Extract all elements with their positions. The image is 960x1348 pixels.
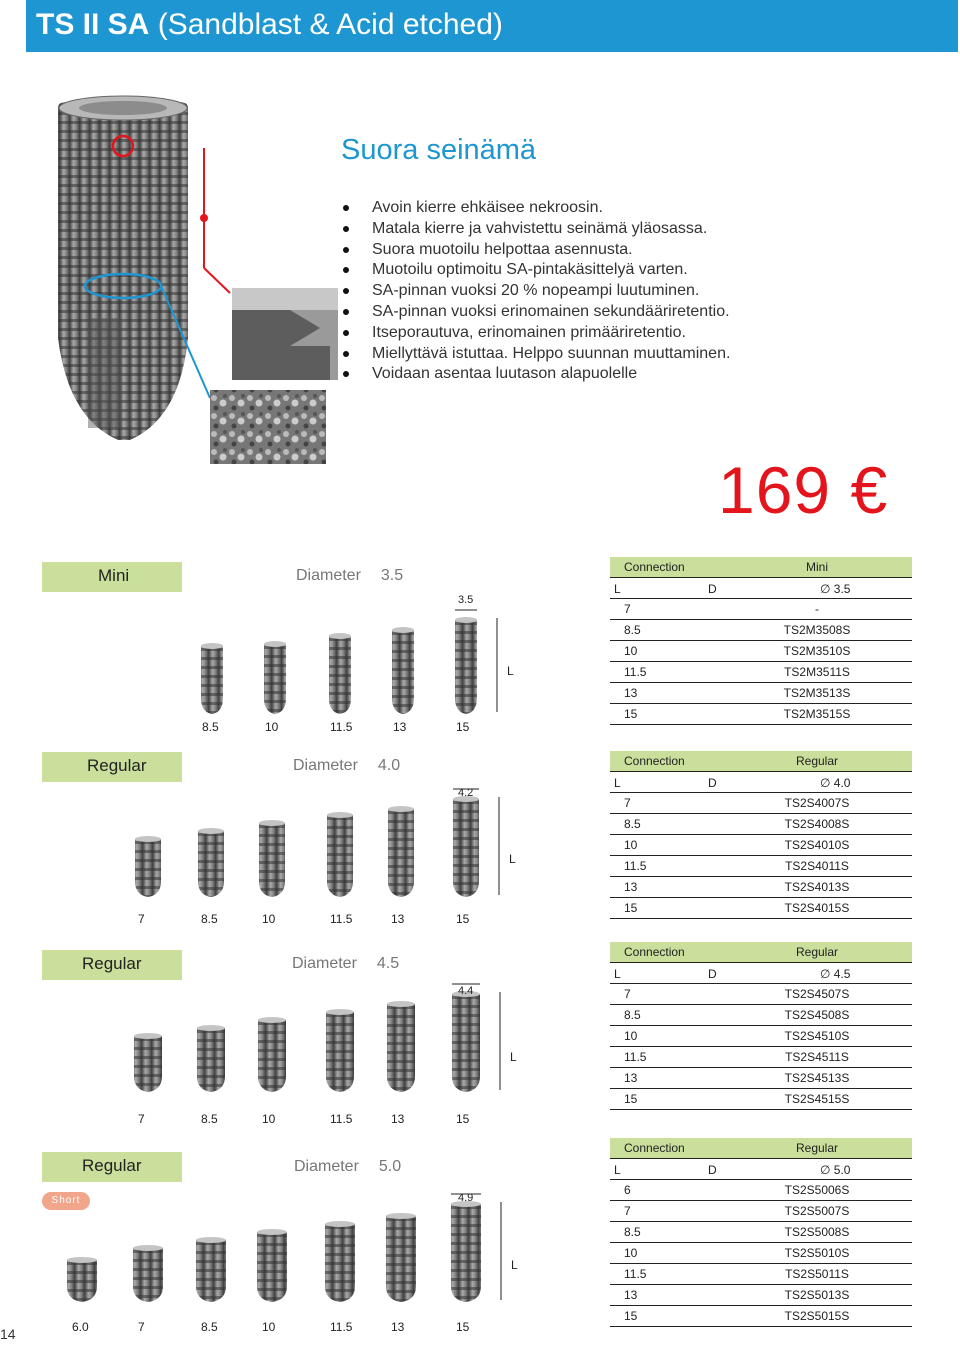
feature-item: Miellyttävä istuttaa. Helppo suunnan muuttaminen. [340,344,730,365]
length-label: 10 [262,1112,276,1126]
implant-image [133,835,163,899]
length-cell: 11.5 [610,1047,722,1068]
block-label-bar [42,752,182,782]
table-subheader [610,1159,912,1180]
product-code-cell: TS2S5006S [722,1180,912,1201]
product-code-cell: TS2S4508S [722,1005,912,1026]
implant-image [385,1000,417,1094]
length-cell: 11.5 [610,662,722,683]
block-label: Regular [87,756,147,775]
diameter-label [294,1158,401,1176]
length-label: 13 [393,720,407,734]
header-connection: Connection [610,942,722,963]
length-label: 10 [262,1320,276,1334]
table-row [610,898,912,919]
diameter-cell: ∅ 4.5 [820,967,851,981]
feature-item: Voidaan asentaa luutason alapuolelle [340,364,730,385]
diameter-label [296,567,403,585]
width-label: 4.9 [458,1192,474,1204]
length-cell: 15 [610,704,722,725]
table-subheader [610,578,912,599]
length-cell: 11.5 [610,1264,722,1285]
diameter-value: 5.0 [378,1158,402,1175]
diameter-value: 3.5 [380,567,404,584]
length-label: 15 [456,1112,470,1126]
length-cell: 13 [610,1285,722,1306]
product-code-cell: TS2S4510S [722,1026,912,1047]
implant-image [256,1016,288,1094]
implant-image [131,1244,165,1304]
length-label: 10 [265,720,279,734]
product-code-cell: TS2S4507S [722,984,912,1005]
table-row [610,1201,912,1222]
length-cell: 11.5 [610,856,722,877]
header-type: Regular [722,1138,912,1159]
length-label: 7 [138,912,145,926]
product-code-cell: TS2M3513S [722,683,912,704]
length-axis-label: L [511,1258,518,1272]
implant-image [255,1228,289,1304]
length-cell: 8.5 [610,1005,722,1026]
length-label: 13 [391,1320,405,1334]
feature-item: Muotoilu optimoitu SA-pintakäsittelyä varten. [340,260,730,281]
feature-item: Matala kierre ja vahvistettu seinämä yläosassa. [340,219,730,240]
length-cell: 10 [610,835,722,856]
header-type: Regular [722,942,912,963]
diameter-cell: ∅ 4.0 [820,776,851,790]
diameter-text: Diameter [296,567,361,584]
header-connection: Connection [610,751,722,772]
diameter-text: Diameter [292,955,357,972]
product-code-cell: TS2S4511S [722,1047,912,1068]
block-label: Regular [82,1156,142,1175]
l-label: L [614,776,621,790]
l-label: L [614,967,621,981]
length-axis-label: L [507,664,514,678]
product-code-cell: TS2S4008S [722,814,912,835]
ld-row [610,578,912,598]
ld-cell [610,578,912,599]
length-cell: 13 [610,1068,722,1089]
length-cell: 10 [610,641,722,662]
length-cell: 10 [610,1026,722,1047]
product-code-cell: TS2S5011S [722,1264,912,1285]
table-row [610,1005,912,1026]
product-code-cell: TS2M3515S [722,704,912,725]
price: 169 € [718,453,889,527]
d-label: D [708,582,717,596]
ld-row [610,772,912,792]
diameter-label [293,757,400,775]
product-code-cell: TS2S4011S [722,856,912,877]
l-label: L [614,1163,621,1177]
product-code-cell: TS2S4010S [722,835,912,856]
length-axis-label: L [509,852,516,866]
length-cell: 15 [610,1089,722,1110]
table-row [610,793,912,814]
thread-section-inset [232,288,338,380]
length-label: 6.0 [72,1320,89,1334]
width-label: 4.4 [458,985,474,997]
product-code-cell: TS2S4015S [722,898,912,919]
table-row [610,704,912,725]
header-connection: Connection [610,557,722,578]
length-label: 10 [262,912,276,926]
feature-item: SA-pinnan vuoksi erinomainen sekundääriretentio. [340,302,730,323]
implant-image [325,811,355,899]
diameter-value: 4.0 [377,757,401,774]
product-code-cell: TS2S4513S [722,1068,912,1089]
dimension-lines [453,604,513,740]
length-cell: 7 [610,599,722,620]
model-subtitle: (Sandblast & Acid etched) [157,8,503,41]
product-code-cell: TS2S5013S [722,1285,912,1306]
table-row [610,1264,912,1285]
sa-surface-inset [210,390,326,464]
table-row [610,1285,912,1306]
length-label: 11.5 [330,912,353,926]
diameter-cell: ∅ 3.5 [820,582,851,596]
table-row [610,620,912,641]
implant-image [262,640,288,716]
length-label: 13 [391,1112,405,1126]
spec-table [610,751,912,919]
spec-table [610,1138,912,1327]
ld-row [610,1159,912,1179]
table-row [610,599,912,620]
diameter-text: Diameter [294,1158,359,1175]
page-title [36,8,503,42]
table-row [610,1026,912,1047]
block-label: Regular [82,954,142,973]
product-code-cell: TS2S5008S [722,1222,912,1243]
table-row [610,1243,912,1264]
feature-item: SA-pinnan vuoksi 20 % nopeampi luutuminen. [340,281,730,302]
length-axis-label: L [510,1050,517,1064]
table-row [610,856,912,877]
product-code-cell: TS2S4007S [722,793,912,814]
implant-image [194,1236,228,1304]
product-code-cell: TS2M3508S [722,620,912,641]
ld-cell [610,1159,912,1180]
length-label: 8.5 [201,1112,218,1126]
length-label: 7 [138,1320,145,1334]
length-label: 8.5 [202,720,219,734]
section-title: Suora seinämä [341,134,537,166]
short-badge: Short [42,1192,90,1210]
page-number: 14 [0,1326,16,1342]
ld-cell [610,963,912,984]
implant-image [196,827,226,899]
implant-image [386,805,416,899]
product-code-cell: - [722,599,912,620]
length-cell: 13 [610,683,722,704]
implant-image [390,626,416,716]
length-cell: 8.5 [610,1222,722,1243]
length-label: 8.5 [201,1320,218,1334]
length-label: 11.5 [330,1112,353,1126]
dimension-lines [451,783,511,923]
length-label: 11.5 [330,1320,353,1334]
table-row [610,683,912,704]
length-label: 15 [456,912,470,926]
length-label: 15 [456,720,470,734]
table-row [610,662,912,683]
length-label: 11.5 [330,720,353,734]
diameter-value: 4.5 [376,955,400,972]
l-label: L [614,582,621,596]
table-row [610,835,912,856]
product-code-cell: TS2S5010S [722,1243,912,1264]
length-label: 15 [456,1320,470,1334]
d-label: D [708,776,717,790]
implant-image [132,1032,164,1094]
product-code-cell: TS2M3510S [722,641,912,662]
length-cell: 8.5 [610,620,722,641]
spec-table [610,557,912,725]
length-cell: 6 [610,1180,722,1201]
table-header [610,751,912,772]
length-cell: 7 [610,1201,722,1222]
model-name: TS II SA [36,8,150,41]
table-row [610,984,912,1005]
implant-image [195,1024,227,1094]
d-label: D [708,967,717,981]
table-row [610,877,912,898]
table-row [610,814,912,835]
length-cell: 15 [610,898,722,919]
implant-image [384,1212,418,1304]
table-row [610,1068,912,1089]
header-type: Mini [722,557,912,578]
product-code-cell: TS2S4013S [722,877,912,898]
table-row [610,1180,912,1201]
length-cell: 10 [610,1243,722,1264]
header-connection: Connection [610,1138,722,1159]
implant-illustration [30,88,340,488]
length-cell: 15 [610,1306,722,1327]
diameter-text: Diameter [293,757,358,774]
length-label: 13 [391,912,405,926]
ld-cell [610,772,912,793]
feature-list [340,198,730,385]
length-cell: 8.5 [610,814,722,835]
diameter-label [292,955,399,973]
length-cell: 13 [610,877,722,898]
implant-image [199,642,225,716]
header-type: Regular [722,751,912,772]
width-label: 3.5 [458,594,474,606]
length-label: 7 [138,1112,145,1126]
table-header [610,557,912,578]
block-label-bar [42,1152,182,1182]
product-code-cell: TS2M3511S [722,662,912,683]
feature-item: Itseporautuva, erinomainen primääriretentio. [340,323,730,344]
table-row [610,1306,912,1327]
implant-image [327,632,353,716]
table-subheader [610,772,912,793]
length-label: 8.5 [201,912,218,926]
block-label-bar [42,950,182,980]
block-label-bar [42,562,182,592]
length-cell: 7 [610,793,722,814]
length-cell: 7 [610,984,722,1005]
implant-image [65,1256,99,1304]
dimension-lines [449,1188,509,1328]
diameter-cell: ∅ 5.0 [820,1163,851,1177]
table-row [610,1089,912,1110]
dimension-lines [450,978,510,1118]
spec-table [610,942,912,1110]
ld-row [610,963,912,983]
implant-image [323,1220,357,1304]
feature-item: Suora muotoilu helpottaa asennusta. [340,240,730,261]
product-code-cell: TS2S5015S [722,1306,912,1327]
d-label: D [708,1163,717,1177]
implant-image [257,819,287,899]
table-row [610,1222,912,1243]
table-header [610,1138,912,1159]
width-label: 4.2 [458,787,474,799]
table-row [610,641,912,662]
feature-item: Avoin kierre ehkäisee nekroosin. [340,198,730,219]
block-label: Mini [98,566,130,585]
table-subheader [610,963,912,984]
product-code-cell: TS2S5007S [722,1201,912,1222]
table-row [610,1047,912,1068]
implant-image [324,1008,356,1094]
product-code-cell: TS2S4515S [722,1089,912,1110]
table-header [610,942,912,963]
